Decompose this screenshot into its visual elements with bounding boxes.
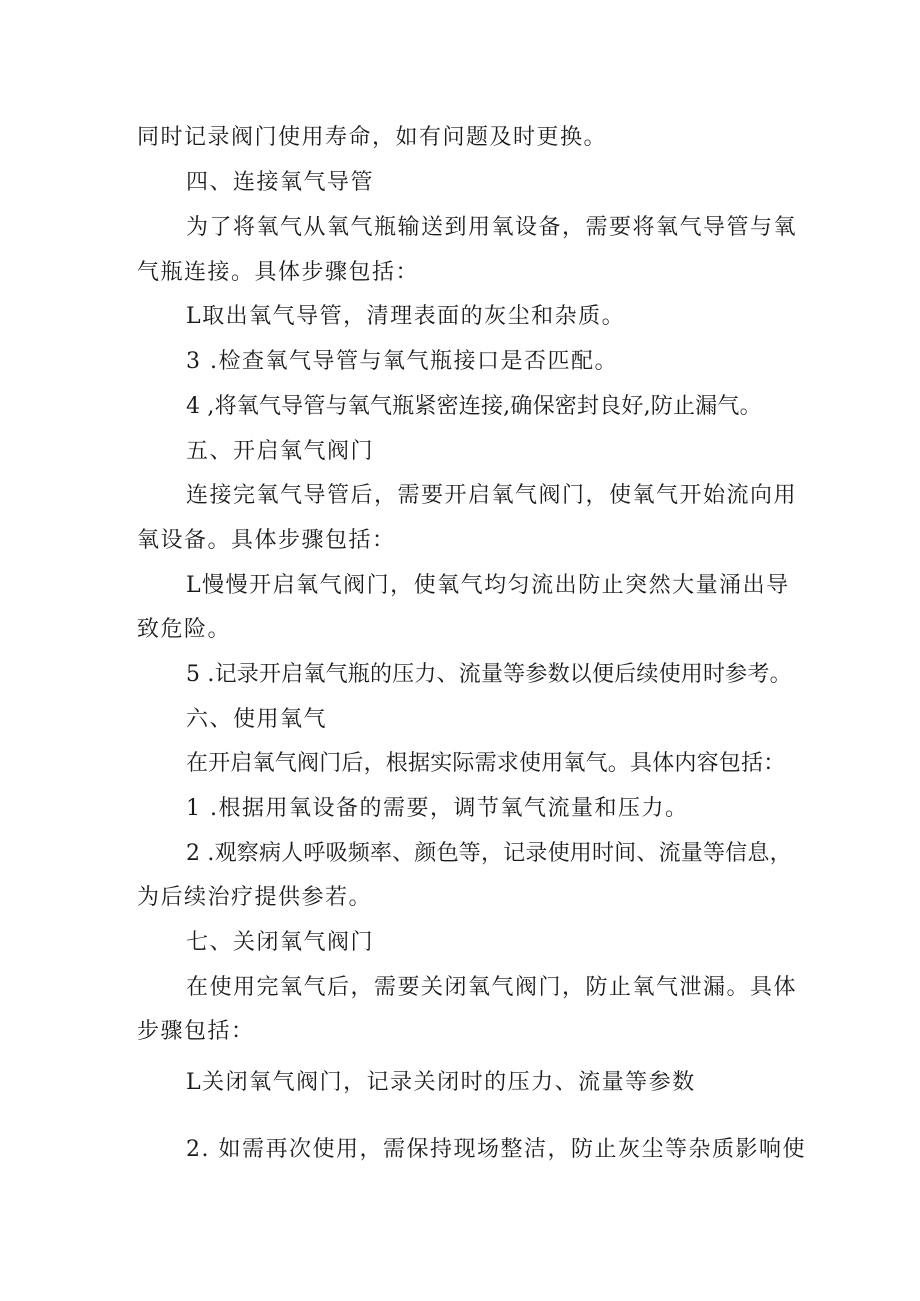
list-item: 4 ,将氧气导管与氧气瓶紧密连接,确保密封良好,防止漏气。 (186, 394, 762, 419)
paragraph-line: 在开启氧气阀门后，根据实际需求使用氧气。具体内容包括： (186, 751, 786, 776)
section-heading: 七、关闭氧气阀门 (186, 930, 375, 955)
section-heading: 五、开启氧气阀门 (186, 439, 375, 464)
list-item: L慢慢开启氧气阀门，使氧气均匀流出防止突然大量涌出导 (186, 573, 790, 598)
paragraph-line: 致危险。 (137, 617, 232, 642)
list-item: 2. 如需再次使用，需保持现场整洁，防止灰尘等杂质影响使 (186, 1137, 806, 1162)
section-heading: 四、连接氧气导管 (186, 170, 375, 195)
list-item: 5 .记录开启氧气瓶的压力、流量等参数以便后续使用时参考。 (186, 662, 792, 687)
paragraph-line: 为了将氧气从氧气瓶输送到用氧设备，需要将氧气导管与氧 (186, 215, 798, 240)
list-item: 1 .根据用氧设备的需要，调节氧气流量和压力。 (186, 796, 689, 821)
list-item: 2 .观察病人呼吸频率、颜色等，记录使用时间、流量等信息， (186, 841, 792, 866)
paragraph-line: 在使用完氧气后，需要关闭氧气阀门，防止氧气泄漏。具体 (186, 975, 798, 1000)
paragraph-line: 连接完氧气导管后，需要开启氧气阀门，使氧气开始流向用 (186, 483, 798, 508)
section-heading: 六、使用氧气 (186, 707, 328, 732)
list-item: 3 .检查氧气导管与氧气瓶接口是否匹配。 (186, 349, 618, 374)
list-item: L关闭氧气阀门，记录关闭时的压力、流量等参数 (186, 1070, 696, 1095)
paragraph-line: 为后续治疗提供参若。 (137, 885, 373, 910)
paragraph-line: 步骤包括： (137, 1019, 255, 1044)
paragraph-line: 气瓶连接。具体步骤包括： (137, 260, 420, 285)
paragraph-line: 同时记录阀门使用寿命，如有问题及时更换。 (137, 125, 608, 150)
list-item: L取出氧气导管，清理表面的灰尘和杂质。 (186, 304, 626, 329)
paragraph-line: 氧设备。具体步骤包括： (137, 528, 396, 553)
